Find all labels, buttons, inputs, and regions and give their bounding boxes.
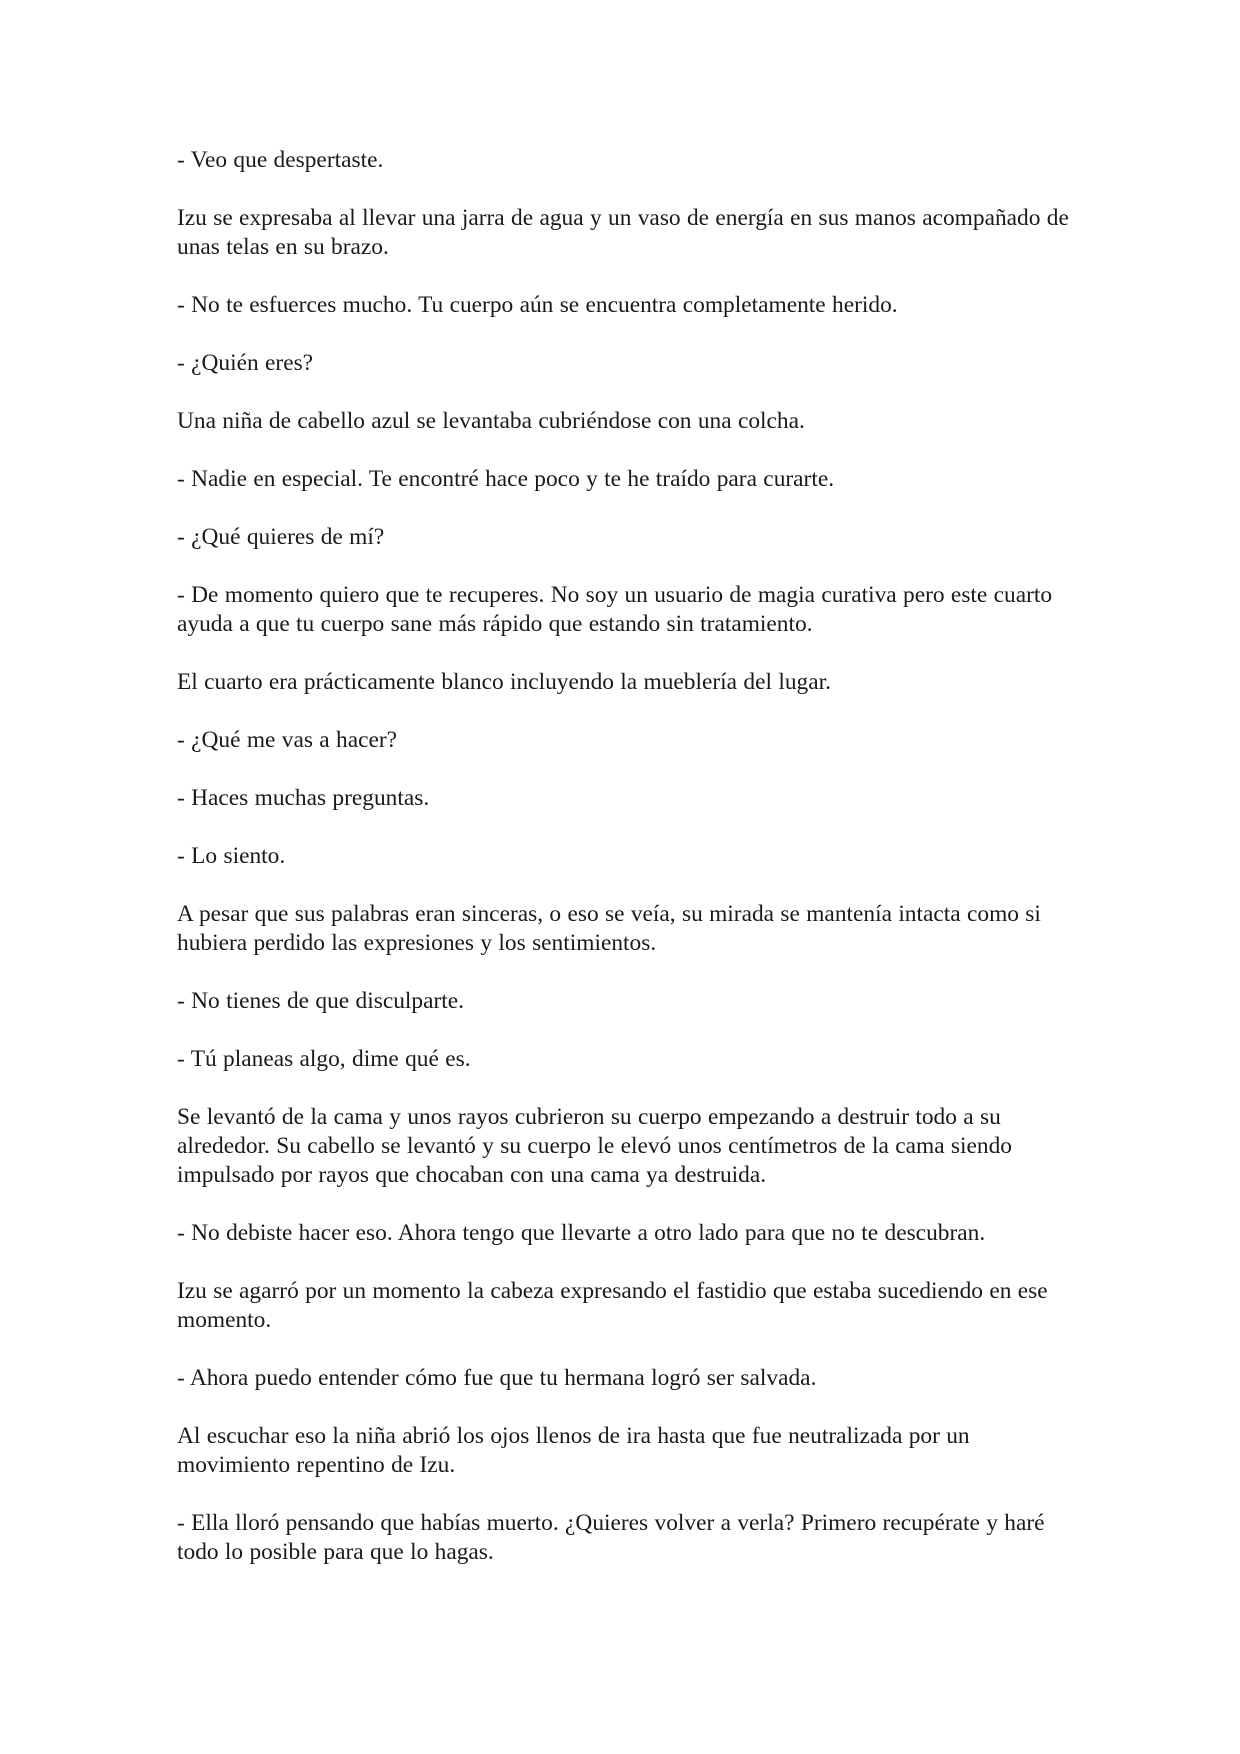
paragraph: Izu se expresaba al llevar una jarra de agua y un vaso de energía en sus manos acompañado de unas telas en su brazo. <box>177 205 1069 260</box>
paragraph: - ¿Quién eres? <box>177 350 314 376</box>
paragraph: Una niña de cabello azul se levantaba cubriéndose con una colcha. <box>177 408 805 434</box>
document-text <box>177 146 1077 1567</box>
paragraph: - No te esfuerces mucho. Tu cuerpo aún se encuentra completamente herido. <box>177 292 898 318</box>
paragraph: - Nadie en especial. Te encontré hace poco y te he traído para curarte. <box>177 466 835 492</box>
paragraph: Izu se agarró por un momento la cabeza expresando el fastidio que estaba sucediendo en ese momento. <box>177 1278 1048 1333</box>
paragraph: Al escuchar eso la niña abrió los ojos llenos de ira hasta que fue neutralizada por un movimiento repentino de Izu. <box>177 1423 970 1478</box>
paragraph: - ¿Qué me vas a hacer? <box>177 727 398 753</box>
paragraph: El cuarto era prácticamente blanco incluyendo la mueblería del lugar. <box>177 669 831 695</box>
paragraph: A pesar que sus palabras eran sinceras, o eso se veía, su mirada se mantenía intacta como si hubiera perdido las expresiones y los sentimientos. <box>177 901 1041 956</box>
paragraph: - Ahora puedo entender cómo fue que tu hermana logró ser salvada. <box>177 1365 817 1391</box>
paragraph: Se levantó de la cama y unos rayos cubrieron su cuerpo empezando a destruir todo a su alrededor. Su cabello se levantó y su cuerpo le elevó unos centímetros de la cama siendo impulsado por rayos que chocaban con una cama ya destruida. <box>177 1104 1012 1188</box>
paragraph: - No debiste hacer eso. Ahora tengo que llevarte a otro lado para que no te descubran. <box>177 1220 986 1246</box>
paragraph: - De momento quiero que te recuperes. No soy un usuario de magia curativa pero este cuarto ayuda a que tu cuerpo sane más rápido que estando sin tratamiento. <box>177 582 1053 637</box>
paragraph: - ¿Qué quieres de mí? <box>177 524 385 550</box>
paragraph: - No tienes de que disculparte. <box>177 988 464 1014</box>
paragraph: - Lo siento. <box>177 843 286 869</box>
paragraph: - Tú planeas algo, dime qué es. <box>177 1046 471 1072</box>
paragraph: - Ella lloró pensando que habías muerto. ¿Quieres volver a verla? Primero recupérate y haré todo lo posible para que lo hagas. <box>177 1510 1045 1565</box>
paragraph: - Veo que despertaste. <box>177 147 384 173</box>
paragraph: - Haces muchas preguntas. <box>177 785 430 811</box>
